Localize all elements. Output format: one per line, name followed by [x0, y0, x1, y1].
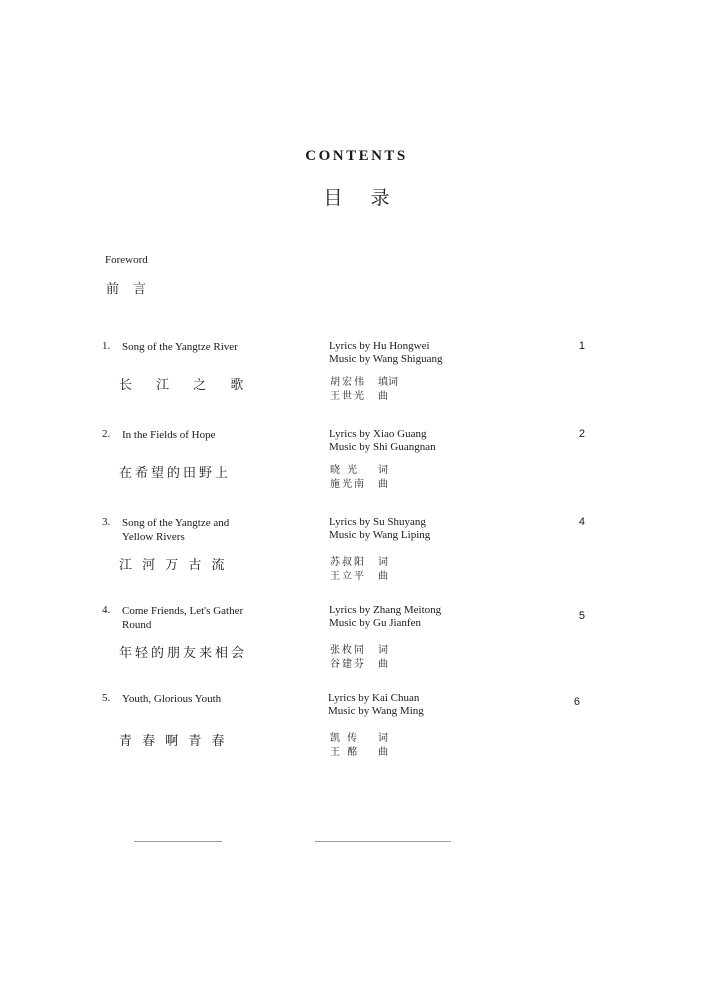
entry-number: 3.	[102, 516, 111, 528]
entry-music-credit: Music by Wang Ming	[328, 705, 424, 717]
entry-credits-zh	[330, 376, 398, 404]
entry-lyrics-credit: Lyrics by Xiao Guang	[329, 428, 427, 440]
entry-credits-zh	[330, 556, 388, 584]
entry-number: 5.	[102, 692, 111, 704]
foreword-zh: 前言	[106, 282, 161, 297]
entry-page-number[interactable]: 2	[578, 428, 585, 440]
lyricist-zh: 胡宏伟	[330, 377, 366, 388]
entry-title-en[interactable]: Song of the Yangtze River	[122, 341, 238, 353]
lyricist-role-zh: 词	[378, 733, 388, 744]
entry-lyrics-credit: Lyrics by Su Shuyang	[329, 516, 426, 528]
lyricist-zh: 苏叔阳	[330, 557, 366, 568]
entry-title-en[interactable]: Come Friends, Let's Gather Round	[122, 605, 244, 631]
entry-credits	[329, 604, 441, 630]
entry-lyrics-credit: Lyrics by Kai Chuan	[328, 692, 420, 704]
entry-title-en[interactable]: In the Fields of Hope	[122, 429, 216, 441]
entry-credits-zh	[330, 464, 388, 492]
entry-title-zh: 年轻的朋友来相会	[119, 646, 248, 661]
toc-entry-1[interactable]	[0, 340, 713, 420]
entry-number: 4.	[102, 604, 111, 616]
toc-entry-4[interactable]	[0, 604, 713, 684]
composer-role-zh: 曲	[378, 391, 388, 402]
entry-credits	[329, 428, 436, 454]
contents-title-en: CONTENTS	[305, 148, 408, 164]
lyricist-role-zh: 词	[378, 645, 388, 656]
entry-title-en[interactable]: Song of the Yangtze and Yellow Rivers	[122, 517, 230, 543]
entry-credits	[329, 340, 443, 366]
toc-entry-3[interactable]	[0, 516, 713, 596]
entry-title-zh: 江 河 万 古 流	[119, 558, 228, 573]
footer-rule-left	[134, 841, 222, 842]
lyricist-zh: 晓 光	[330, 465, 360, 476]
lyricist-zh: 凯 传	[330, 733, 360, 744]
entry-credits-zh	[330, 732, 388, 760]
entry-page-number[interactable]: 5	[578, 610, 585, 622]
entry-music-credit: Music by Shi Guangnan	[329, 441, 436, 453]
toc-entry-2[interactable]	[0, 428, 713, 508]
contents-title-zh: 目录	[323, 187, 418, 209]
composer-role-zh: 曲	[378, 747, 388, 758]
footer-rule-right	[315, 841, 451, 842]
composer-zh: 王立平	[330, 571, 366, 582]
entry-lyrics-credit: Lyrics by Hu Hongwei	[329, 340, 430, 352]
composer-zh: 王 酩	[330, 747, 360, 758]
entry-music-credit: Music by Gu Jianfen	[329, 617, 421, 629]
composer-zh: 施光南	[330, 479, 366, 490]
lyricist-role-zh: 词	[378, 465, 388, 476]
entry-number: 2.	[102, 428, 111, 440]
entry-title-zh: 长 江 之 歌	[119, 378, 254, 393]
foreword-en: Foreword	[105, 254, 148, 266]
composer-zh: 王世光	[330, 391, 366, 402]
entry-page-number[interactable]: 6	[573, 696, 580, 708]
lyricist-role-zh: 词	[378, 557, 388, 568]
entry-number: 1.	[102, 340, 111, 352]
composer-role-zh: 曲	[378, 571, 388, 582]
composer-role-zh: 曲	[378, 659, 388, 670]
entry-credits	[328, 692, 424, 718]
entry-credits-zh	[330, 644, 388, 672]
toc-entry-5[interactable]	[0, 692, 713, 772]
entry-title-zh: 在希望的田野上	[119, 466, 232, 481]
composer-zh: 谷建芬	[330, 659, 366, 670]
entry-page-number[interactable]: 1	[578, 340, 585, 352]
entry-lyrics-credit: Lyrics by Zhang Meitong	[329, 604, 442, 616]
lyricist-zh: 张枚同	[330, 645, 366, 656]
composer-role-zh: 曲	[378, 479, 388, 490]
entry-page-number[interactable]: 4	[578, 516, 585, 528]
lyricist-role-zh: 填词	[378, 377, 398, 388]
entry-title-en[interactable]: Youth, Glorious Youth	[122, 693, 222, 705]
entry-music-credit: Music by Wang Liping	[329, 529, 431, 541]
entry-title-zh: 青 春 啊 青 春	[119, 734, 228, 749]
entry-credits	[329, 516, 430, 542]
entry-music-credit: Music by Wang Shiguang	[329, 353, 443, 365]
